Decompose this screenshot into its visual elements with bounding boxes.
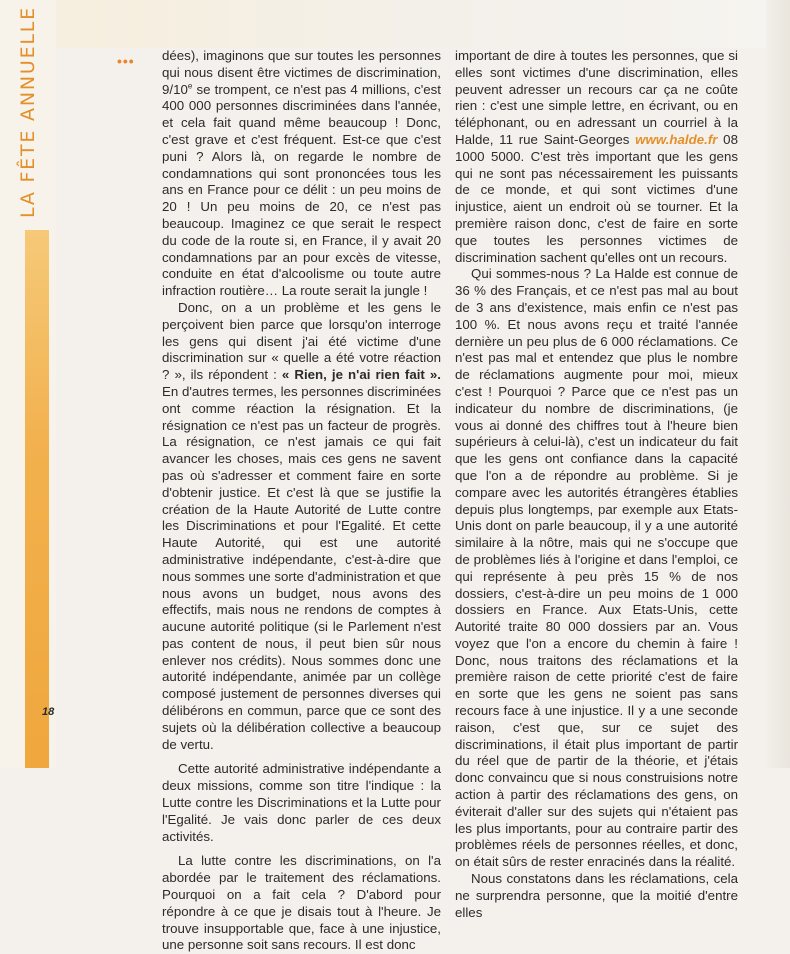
right-column bbox=[455, 48, 738, 921]
orange-margin-strip bbox=[25, 230, 49, 768]
left-column bbox=[162, 48, 441, 954]
right-paragraph-2: Qui sommes-nous ? La Halde est connue de 36 % des Français, et ce n'est pas mal au bout de 3 ans d'existence, mais enfin ce n'est pas 100 %. Et nous avons reçu et traité l'année dernière un peu plus de 6 000 réclamations. Ce n'est pas mal et entendez que plus le nombre de réclamations augmente pour moi, mieux c'est ! Pourquoi ? Parce que ce n'est pas un indicateur du nombre de discriminations, (je vous ai donné des chiffres tout à l'heure bien supérieurs à celui-là), c'est un indicateur du fait que les gens ont confiance dans la capacité que l'on a de répondre au problème. Si je compare avec les autorités étrangères établies depuis plus longtemps, par exemple aux Etats-Unis dont on parle beaucoup, il y a une autorité similaire à la nôtre, mais qui ne s'occupe que de problèmes liés à l'origine et dans l'emploi, ce qui représente à peu près 15 % de nos dossiers, c'est-à-dire un peu moins de 1 000 dossiers en France. Aux Etats-Unis, cette Autorité traite 80 000 dossiers par an. Vous voyez que l'on a encore du chemin à faire ! Donc, nous traitons des réclamations et la première raison de cette priorité c'est de faire en sorte que les gens ne soient pas sans recours face à une injustice. Il y a une seconde raison, c'est que, sur ce sujet des discriminations, il était plus important de partir du réel que de partir de la théorie, et j'étais donc convaincu que si nous construisions notre action à partir des réclamations des gens, on éviterait d'aller sur des sujets qui n'étaient pas les plus importants, pour au contraire partir des problèmes réels de personnes réelles, et donc, on était sûrs de rester enracinés dans la réalité. bbox=[455, 266, 738, 870]
right-paragraph-3: Nous constatons dans les réclamations, cela ne surprendra personne, que la moitié d'entre elles bbox=[455, 871, 738, 920]
left-paragraph-2: Donc, on a un problème et les gens le perçoivent bien parce que lorsqu'on interroge les gens qui disent j'ai été victime d'une discrimination sur « quelle a été votre réaction ? », ils répondent : « Rien, je n'ai rien fait ». En d'autres termes, les personnes discriminées ont comme réaction la résignation. Et la résignation ce n'est pas un facteur de progrès. La résignation, ce n'est jamais ce qui fait avancer les choses, mais ces gens ne savent pas où s'adresser et comment faire en sorte d'obtenir justice. Et c'est là que se justifie la création de la Haute Autorité de Lutte contre les Discriminations et pour l'Egalité. Et cette Haute Autorité, qui est une autorité administrative indépendante, c'est-à-dire que nous sommes une sorte d'administration et que nous avons un budget, nous avons des effectifs, mais nous ne rendons de comptes à aucune autorité politique (si le Parlement n'est pas content de nous, il peut bien sûr nous enlever nos crédits). Nous sommes donc une autorité indépendante, animée par un collège composé justement de personnes diverses qui délibérons en commun, parce que ce sont des sujets où la délibération collective a beaucoup de vertu. bbox=[162, 299, 441, 752]
left-paragraph-3: Cette autorité administrative indépendante a deux missions, comme son titre l'indique : la Lutte contre les Discriminations et la Lutte pour l'Egalité. Je vais donc parler de ces deux activités. bbox=[162, 761, 441, 844]
page-number: 18 bbox=[42, 706, 55, 718]
website-link: www.halde.fr bbox=[635, 131, 718, 147]
left-paragraph-1: dées), imaginons que sur toutes les personnes qui nous disent être victimes de discrimination, 9/10e se trompent, ce n'est pas 4 millions, c'est 400 000 personnes discriminées dans l'année, et cela fait quand même beaucoup ! Donc, c'est grave et c'est fréquent. Est-ce que c'est puni ? Alors là, on regarde le nombre de condamnations qui sont prononcées tous les ans en France pour ce délit : un peu moins de 20 ! Un peu moins de 20, ce n'est pas beaucoup. Imaginez ce que serait le respect du code de la route si, en France, il y avait 20 condamnations par an pour excès de vitesse, conduite en état d'alcoolisme ou toute autre infraction routière… La route serait la jungle ! bbox=[162, 48, 441, 299]
continuation-dots: ••• bbox=[117, 53, 135, 69]
page-fold-shadow bbox=[766, 0, 790, 768]
right-paragraph-1: important de dire à toutes les personnes, que si elles sont victimes d'une discrimination, elles peuvent adresser un recours car ça ne coûte rien : c'est une simple lettre, en écrivant, ou en téléphonant, ou en adressant un courriel à la Halde, 11 rue Saint-Georges www.halde.fr 08 1000 5000. C'est très important que les gens qui ne sont pas nécessairement les puissants de ce monde, et qui sont victimes d'une injustice, aient un endroit où se tourner. Et la première raison donc, c'est de faire en sorte que toutes les personnes victimes de discrimination sachent qu'elles ont un recours. bbox=[455, 48, 738, 265]
section-title: LA FÊTE ANNUELLE bbox=[17, 6, 39, 218]
top-band bbox=[0, 0, 790, 48]
quote-bold: « Rien, je n'ai rien fait ». bbox=[281, 367, 441, 383]
left-paragraph-4: La lutte contre les discriminations, on l'a abordée par le traitement des réclamations. Pourquoi on a fait cela ? D'abord pour répondre à ce que je disais tout à l'heure. Je trouve insupportable que, face à une injustice, une personne soit sans recours. Il est donc bbox=[162, 853, 441, 953]
